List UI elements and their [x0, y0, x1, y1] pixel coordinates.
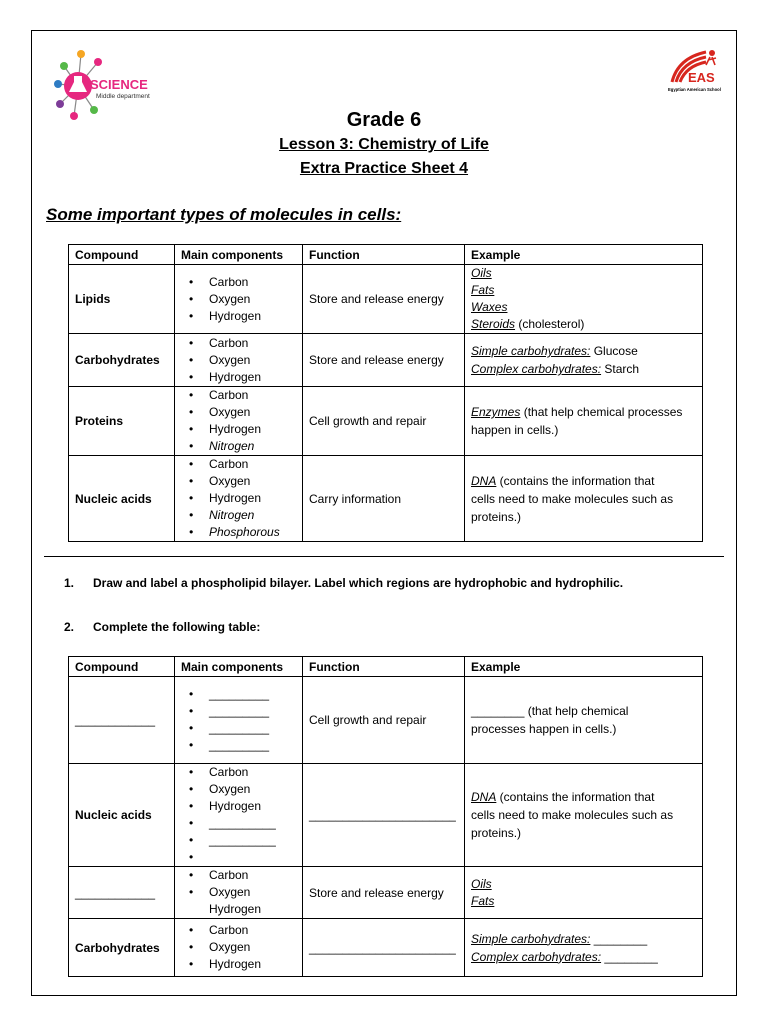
table-header-row	[69, 657, 703, 677]
example-cell: Oils Fats Waxes Steroids (cholesterol)	[465, 265, 703, 334]
example-cell: Oils Fats	[465, 867, 703, 919]
compound-cell: Nucleic acids	[69, 456, 175, 542]
components-cell	[175, 677, 303, 764]
header-compound: Compound	[69, 245, 175, 265]
list-item: • Oxygen	[209, 781, 296, 798]
header-example: Example	[465, 657, 703, 677]
component-blank: • _________	[209, 686, 296, 703]
components-cell	[175, 387, 303, 456]
compound-cell: Carbohydrates	[69, 334, 175, 387]
table-row	[69, 265, 703, 334]
header-example: Example	[465, 245, 703, 265]
list-item: • Hydrogen	[209, 369, 296, 386]
compound-blank: ____________	[69, 677, 175, 764]
function-cell: Cell growth and repair	[303, 387, 465, 456]
function-cell: Cell growth and repair	[303, 677, 465, 764]
table-row	[69, 867, 703, 919]
list-item: • Phosphorous	[209, 524, 296, 541]
header-function: Function	[303, 245, 465, 265]
table-row	[69, 919, 703, 977]
list-item: • Nitrogen	[209, 507, 296, 524]
example-cell: Enzymes (that help chemical processes happen in cells.)	[465, 387, 703, 456]
list-item: • Carbon	[209, 387, 296, 404]
practice-table	[68, 656, 703, 977]
list-item: • Oxygen	[209, 939, 296, 956]
list-item: • Hydrogen	[209, 956, 296, 973]
list-item: • Hydrogen	[209, 308, 296, 325]
components-cell	[175, 456, 303, 542]
function-cell: Store and release energy	[303, 265, 465, 334]
sheet-heading: Extra Practice Sheet 4	[299, 160, 469, 177]
list-item: • Oxygen	[209, 884, 296, 901]
list-item: • Hydrogen	[209, 421, 296, 438]
table-row	[69, 764, 703, 867]
components-cell	[175, 919, 303, 977]
table-row	[69, 387, 703, 456]
header-compound: Compound	[69, 657, 175, 677]
components-cell	[175, 334, 303, 387]
components-cell	[175, 867, 303, 919]
question-1: 1. Draw and label a phospholipid bilayer. Label which regions are hydrophobic and hydrophilic.	[64, 576, 624, 590]
list-item: • Oxygen	[209, 291, 296, 308]
component-blank	[209, 849, 296, 866]
compound-cell: Nucleic acids	[69, 764, 175, 867]
logo-subtitle: Middle department	[96, 93, 150, 100]
compound-cell: Lipids	[69, 265, 175, 334]
example-blank: ________	[471, 704, 525, 718]
function-cell: Store and release energy	[303, 334, 465, 387]
lesson-heading: Lesson 3: Chemistry of Life	[279, 136, 489, 153]
header-components: Main components	[175, 245, 303, 265]
header-function: Function	[303, 657, 465, 677]
table-header-row	[69, 245, 703, 265]
components-cell	[175, 265, 303, 334]
table-row	[69, 334, 703, 387]
compound-cell: Proteins	[69, 387, 175, 456]
list-item: • Carbon	[209, 456, 296, 473]
component-blank: • _________	[209, 703, 296, 720]
example-cell: DNA (contains the information that cells need to make molecules such as proteins.)	[465, 764, 703, 867]
component-blank: • __________	[209, 815, 296, 832]
table-row	[69, 456, 703, 542]
list-item: • Carbon	[209, 867, 296, 884]
list-item: • Carbon	[209, 335, 296, 352]
component-blank: • _________	[209, 720, 296, 737]
components-cell	[175, 764, 303, 867]
function-blank: ______________________	[303, 919, 465, 977]
component-blank: • __________	[209, 832, 296, 849]
list-item: Hydrogen	[209, 902, 262, 916]
compound-cell: Carbohydrates	[69, 919, 175, 977]
table-row	[69, 677, 703, 764]
function-cell: Store and release energy	[303, 867, 465, 919]
example-cell: DNA (contains the information that cells need to make molecules such as proteins.)	[465, 456, 703, 542]
example-cell: ________ (that help chemical processes happen in cells.)	[465, 677, 703, 764]
list-item: • Hydrogen	[209, 490, 296, 507]
list-item: • Oxygen	[209, 404, 296, 421]
grade-heading: Grade 6	[346, 109, 422, 131]
divider	[44, 556, 724, 557]
eas-logo	[664, 48, 734, 94]
molecules-table	[68, 244, 703, 542]
function-blank: ______________________	[303, 764, 465, 867]
list-item: • Hydrogen	[209, 798, 296, 815]
list-item: • Oxygen	[209, 352, 296, 369]
component-blank: • _________	[209, 737, 296, 754]
header-components: Main components	[175, 657, 303, 677]
logo-subtitle: Egyptian American School	[668, 87, 721, 92]
list-item: • Nitrogen	[209, 438, 296, 455]
example-cell: Simple carbohydrates: Glucose Complex carbohydrates: Starch	[465, 334, 703, 387]
list-item: • Carbon	[209, 764, 296, 781]
list-item: • Oxygen	[209, 473, 296, 490]
question-2: 2. Complete the following table:	[64, 620, 261, 634]
logo-title: SCIENCE	[90, 77, 148, 92]
list-item: • Carbon	[209, 922, 296, 939]
example-cell: Simple carbohydrates: ________ Complex carbohydrates: ________	[465, 919, 703, 977]
compound-blank: ____________	[69, 867, 175, 919]
section-title: Some important types of molecules in cells:	[46, 205, 402, 224]
list-item: • Carbon	[209, 274, 296, 291]
logo-title: EAS	[688, 70, 715, 85]
function-cell: Carry information	[303, 456, 465, 542]
